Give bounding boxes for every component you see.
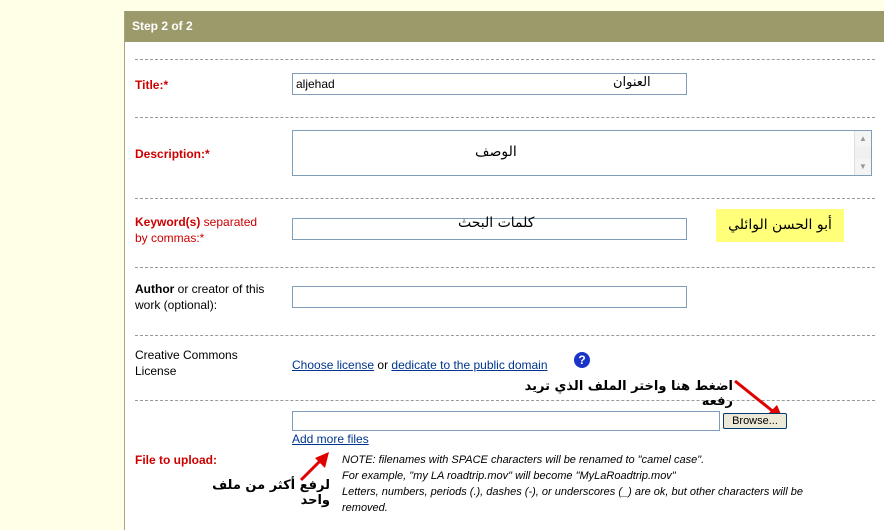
upload-hint: اضغط هنا واختر الملف الذي تريد رفعه bbox=[524, 379, 733, 409]
keywords-annotation: كلمات البحث bbox=[458, 215, 535, 231]
description-scrollbar[interactable] bbox=[854, 131, 871, 175]
description-textarea[interactable] bbox=[292, 130, 872, 176]
title-input[interactable] bbox=[292, 73, 687, 95]
license-label: Creative Commons License bbox=[135, 348, 238, 378]
add-more-files-link[interactable]: Add more files bbox=[292, 432, 369, 446]
choose-license-link[interactable]: Choose license bbox=[292, 358, 375, 372]
separator bbox=[135, 117, 875, 118]
license-or-text: or bbox=[374, 358, 392, 372]
author-label: Author or creator of this work (optional): bbox=[135, 282, 265, 312]
help-icon[interactable]: ? bbox=[574, 352, 590, 368]
scroll-down-icon[interactable]: ▼ bbox=[855, 159, 871, 175]
title-label: Title:* bbox=[135, 78, 169, 92]
separator bbox=[135, 59, 875, 60]
browse-button[interactable]: Browse... bbox=[723, 413, 787, 429]
keywords-input[interactable] bbox=[292, 215, 687, 240]
upload-form-panel bbox=[124, 11, 884, 530]
filename-note: NOTE: filenames with SPACE characters will be renamed to "camel case". For example, "my LA roadtrip.mov" will become "MyLaRoadtrip.mov" Letters, numbers, periods (.), dashes (-), or underscores (_) are ok, but other characters will be removed. bbox=[342, 454, 803, 514]
keywords-label: Keyword(s) separated by commas:* bbox=[135, 215, 258, 245]
title-annotation: العنوان bbox=[613, 75, 651, 90]
separator bbox=[135, 198, 875, 199]
description-annotation: الوصف bbox=[475, 144, 517, 160]
scroll-up-icon[interactable]: ▲ bbox=[855, 131, 871, 147]
public-domain-link[interactable]: dedicate to the public domain bbox=[391, 358, 548, 372]
author-name-highlight: أبو الحسن الوائلي bbox=[716, 209, 844, 242]
description-label: Description:* bbox=[135, 147, 210, 161]
file-upload-label: File to upload: bbox=[135, 453, 217, 467]
license-links bbox=[292, 358, 548, 372]
separator bbox=[135, 267, 875, 268]
separator bbox=[135, 335, 875, 336]
step-header: Step 2 of 2 bbox=[125, 11, 884, 42]
left-sidebar-background bbox=[0, 0, 124, 530]
add-more-hint: لرفع أكثر من ملف واحد bbox=[212, 478, 330, 508]
author-input[interactable] bbox=[292, 286, 687, 308]
file-path-input[interactable] bbox=[292, 411, 720, 431]
title-input-value: aljehad bbox=[296, 77, 335, 91]
